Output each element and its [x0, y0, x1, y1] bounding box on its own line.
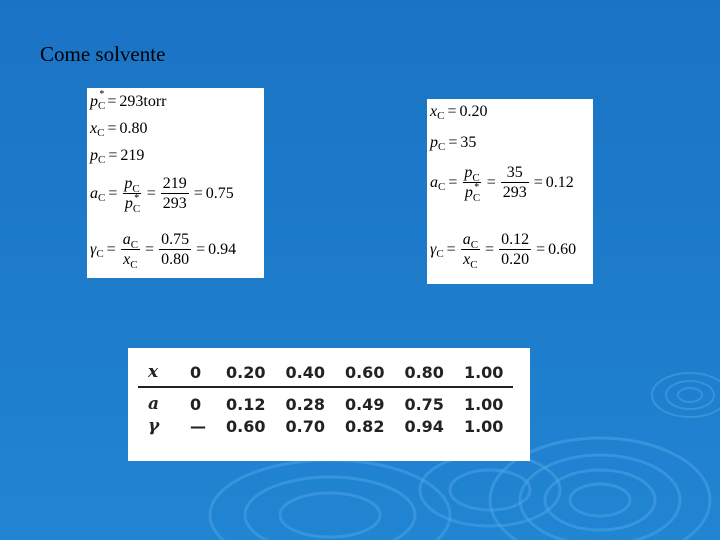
table-cell: 1.00	[463, 416, 504, 436]
table-cell: 0.12	[226, 394, 266, 414]
activity-numeric-fraction: $\frac{219}{293}$	[162, 175, 187, 212]
row-label: x	[138, 358, 180, 387]
activity-coefficient-eq: γ C = $\frac{a_C}{x_C}$ = $\frac{0.75}{0.80}$ = 0.94	[90, 231, 237, 271]
gamma-result: 0.94	[208, 241, 237, 258]
solvent-equations-panel	[87, 88, 264, 278]
activity-symbolic-fraction: $\frac{p_C}{p_C^*}$	[464, 164, 481, 204]
table-row-a	[138, 387, 513, 414]
activity-data-table	[138, 358, 513, 436]
p-star-value: 293torr	[119, 93, 167, 110]
table-cell: 0.70	[285, 416, 325, 436]
gamma-symbolic-fraction: $\frac{a_C}{x_C}$	[462, 231, 479, 271]
activity-eq: a C = $\frac{p_C}{p_C^*}$ = $\frac{219}{293}$ = 0.75	[90, 175, 234, 215]
mole-fraction-eq: x C = 0.80	[90, 120, 148, 139]
table-cell: 0.80	[394, 358, 453, 387]
vapor-pressure-pure-eq: p C * = 293torr	[90, 89, 167, 112]
table-cell: 0.82	[344, 416, 385, 436]
row-label: a	[148, 394, 160, 414]
table-cell: 1.00	[454, 358, 513, 387]
table-row-gamma	[138, 414, 513, 436]
gamma-result: 0.60	[548, 241, 577, 258]
table-cell: 1.00	[463, 394, 504, 414]
table-cell: 0.49	[344, 394, 385, 414]
table-cell: 0.40	[275, 358, 334, 387]
table-cell: 0.20	[216, 358, 275, 387]
activity-numeric-fraction: $\frac{35}{293}$	[502, 164, 527, 201]
activity-symbolic-fraction: $\frac{p_C}{p_C^*}$	[124, 175, 141, 215]
x-value: 0.20	[459, 103, 488, 120]
table-cell: 0.28	[285, 394, 325, 414]
activity-result: 0.12	[545, 174, 574, 191]
gamma-numeric-fraction: $\frac{0.12}{0.20}$	[501, 231, 530, 268]
activity-result: 0.75	[205, 185, 234, 202]
table-cell: 0.75	[404, 394, 444, 414]
table-cell: —	[190, 416, 206, 436]
table-cell: 0	[190, 394, 202, 414]
partial-pressure-eq: p C = 35	[430, 134, 477, 153]
slide-title: Come solvente	[40, 42, 166, 66]
x-value: 0.80	[119, 120, 148, 137]
table-cell: 0.94	[404, 416, 444, 436]
table-cell: 0	[180, 358, 216, 387]
gamma-numeric-fraction: $\frac{0.75}{0.80}$	[161, 231, 190, 268]
table-row-x	[138, 358, 513, 387]
partial-pressure-eq: p C = 219	[90, 147, 145, 166]
activity-data-table-panel	[128, 348, 530, 461]
row-label: γ	[148, 416, 160, 436]
p-value: 219	[120, 147, 145, 164]
gamma-symbolic-fraction: $\frac{a_C}{x_C}$	[122, 231, 139, 271]
table-cell: 0.60	[226, 416, 266, 436]
mole-fraction-eq: x C = 0.20	[430, 103, 488, 122]
p-value: 35	[460, 134, 477, 151]
solute-equations-panel	[427, 99, 593, 284]
activity-coefficient-eq: γ C = $\frac{a_C}{x_C}$ = $\frac{0.12}{0.20}$ = 0.60	[430, 231, 577, 271]
activity-eq: a C = $\frac{p_C}{p_C^*}$ = $\frac{35}{293}$ = 0.12	[430, 164, 574, 204]
table-cell: 0.60	[335, 358, 394, 387]
